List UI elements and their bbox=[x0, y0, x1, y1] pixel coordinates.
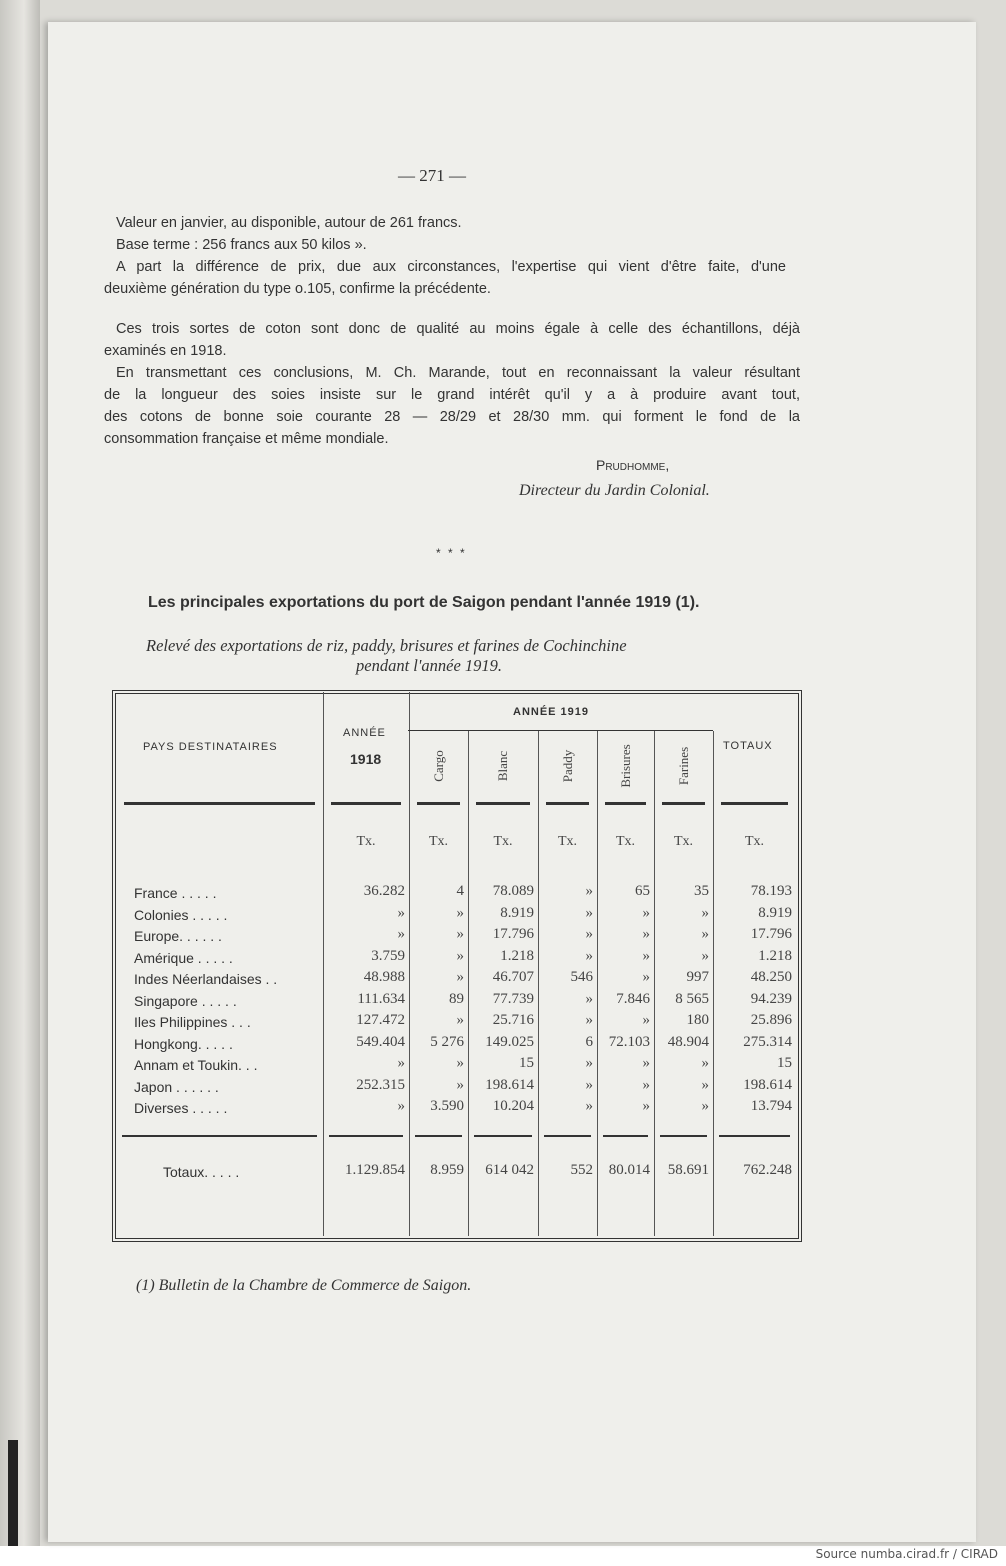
unit-label: Tx. bbox=[744, 834, 765, 849]
cell-value: 35 bbox=[694, 883, 709, 899]
cell-value: 13.794 bbox=[750, 1098, 792, 1114]
cell-value: » bbox=[585, 1055, 593, 1071]
cell-value: 252.315 bbox=[356, 1076, 405, 1093]
header-rule bbox=[417, 802, 460, 805]
sum-rule bbox=[544, 1135, 591, 1137]
cell-value: » bbox=[456, 1012, 464, 1028]
cell-value: » bbox=[585, 1012, 593, 1028]
cell-value: 15 bbox=[519, 1055, 534, 1071]
cell-value: 546 bbox=[570, 969, 593, 985]
paragraph-line: deuxième génération du type o.105, confirme la précédente. bbox=[104, 281, 491, 297]
cell-value: » bbox=[642, 1098, 650, 1114]
cell-value: 1.129.854 bbox=[345, 1162, 405, 1178]
paragraph-line: des cotons de bonne soie courante 28 — 28/29 et 28/30 mm. qui forment le fond de la bbox=[104, 409, 800, 425]
left-page-edge bbox=[0, 0, 40, 1546]
cell-value: 549.404 bbox=[356, 1033, 405, 1050]
cell-value: » bbox=[585, 904, 593, 921]
cell-value: 552 bbox=[570, 1162, 593, 1178]
row-label: Indes Néerlandaises . . bbox=[134, 971, 278, 987]
cell-value: 4 bbox=[456, 883, 464, 899]
cell-value: » bbox=[397, 1055, 405, 1071]
cell-value: 94.239 bbox=[750, 990, 792, 1007]
cell-value: 8.919 bbox=[500, 904, 534, 921]
cell-value: 997 bbox=[686, 969, 709, 985]
cell-value: 3.590 bbox=[430, 1098, 464, 1114]
paragraph-line: Valeur en janvier, au disponible, autour de 261 francs. bbox=[116, 215, 462, 231]
header-country: PAYS DESTINATAIRES bbox=[143, 741, 278, 753]
cell-value: 6 bbox=[585, 1033, 593, 1050]
cell-value: 58.691 bbox=[667, 1162, 709, 1178]
cell-value: » bbox=[642, 904, 650, 921]
cell-value: 25.716 bbox=[492, 1012, 534, 1028]
cell-value: 65 bbox=[635, 883, 650, 899]
cell-value: » bbox=[456, 1055, 464, 1071]
subtitle-line: pendant l'année 1919. bbox=[356, 656, 503, 675]
row-label: Colonies . . . . . bbox=[134, 906, 228, 923]
cell-value: » bbox=[701, 1055, 709, 1071]
cell-value: 198.614 bbox=[743, 1076, 792, 1093]
source-credit: Source numba.cirad.fr / CIRAD bbox=[815, 1547, 998, 1561]
cell-value: 614 042 bbox=[485, 1162, 534, 1178]
cell-value: 3.759 bbox=[371, 947, 405, 964]
cell-value: » bbox=[456, 1076, 464, 1093]
paragraph-line: A part la différence de prix, due aux circonstances, l'expertise qui vient d'être faite, d'une bbox=[116, 259, 786, 275]
footnote: (1) Bulletin de la Chambre de Commerce de Saigon. bbox=[136, 1277, 472, 1294]
page-number: — 271 — bbox=[398, 166, 466, 185]
cell-value: » bbox=[585, 926, 593, 942]
header-cargo: Cargo bbox=[430, 750, 446, 782]
signature-title: Directeur du Jardin Colonial. bbox=[519, 482, 710, 499]
header-totals: TOTAUX bbox=[723, 740, 773, 752]
paragraph-line: En transmettant ces conclusions, M. Ch. Marande, tout en reconnaissant la valeur résultant bbox=[116, 365, 800, 381]
row-label: Japon . . . . . . bbox=[134, 1078, 219, 1095]
cell-value: 89 bbox=[449, 990, 464, 1007]
unit-label: Tx. bbox=[557, 834, 578, 849]
cell-value: 72.103 bbox=[608, 1033, 650, 1050]
cell-value: 5 276 bbox=[430, 1033, 464, 1050]
cell-value: » bbox=[701, 1098, 709, 1114]
table-border bbox=[112, 690, 802, 1242]
signature-name: Prudhomme, bbox=[596, 457, 670, 473]
cell-value: 48.250 bbox=[750, 969, 792, 985]
header-rule bbox=[546, 802, 589, 805]
header-year-1918: 1918 bbox=[350, 751, 382, 767]
row-label: Iles Philippines . . . bbox=[134, 1014, 251, 1030]
header-brisures: Brisures bbox=[617, 744, 633, 788]
cell-value: » bbox=[585, 947, 593, 964]
unit-label: Tx. bbox=[493, 834, 513, 849]
cell-value: » bbox=[642, 1076, 650, 1093]
cell-value: » bbox=[397, 926, 405, 942]
binding-spine bbox=[8, 1440, 18, 1546]
cell-value: 180 bbox=[686, 1012, 709, 1028]
row-label: Annam et Toukin. . . bbox=[134, 1057, 258, 1073]
row-label: France . . . . . bbox=[134, 885, 217, 901]
header-rule bbox=[124, 802, 315, 805]
cell-value: » bbox=[456, 904, 464, 921]
paragraph-line: Base terme : 256 francs aux 50 kilos ». bbox=[116, 237, 367, 253]
cell-value: » bbox=[701, 947, 709, 964]
sum-rule bbox=[603, 1135, 648, 1137]
cell-value: 17.796 bbox=[750, 926, 792, 942]
header-rule bbox=[476, 802, 530, 805]
subtitle-line: Relevé des exportations de riz, paddy, brisures et farines de Cochinchine bbox=[146, 636, 627, 655]
row-label: Singapore . . . . . bbox=[134, 992, 237, 1009]
cell-value: » bbox=[456, 969, 464, 985]
cell-value: » bbox=[642, 926, 650, 942]
cell-value: 10.204 bbox=[492, 1098, 534, 1114]
cell-value: 149.025 bbox=[485, 1033, 534, 1050]
paragraph-line: examinés en 1918. bbox=[104, 343, 227, 359]
cell-value: » bbox=[701, 926, 709, 942]
row-label: Diverses . . . . . bbox=[134, 1100, 228, 1116]
cell-value: 8.919 bbox=[758, 904, 792, 921]
row-label: Europe. . . . . . bbox=[134, 928, 222, 944]
row-label: Hongkong. . . . . bbox=[134, 1035, 233, 1052]
cell-value: 1.218 bbox=[758, 947, 792, 964]
section-title: Les principales exportations du port de Saigon pendant l'année 1919 (1). bbox=[148, 594, 700, 611]
row-label: Amérique . . . . . bbox=[134, 949, 233, 966]
sum-rule bbox=[122, 1135, 317, 1137]
cell-value: 1.218 bbox=[500, 947, 534, 964]
sum-rule bbox=[415, 1135, 462, 1137]
paragraph-line: consommation française et même mondiale. bbox=[104, 431, 389, 447]
cell-value: » bbox=[397, 1098, 405, 1114]
cell-value: » bbox=[585, 990, 593, 1007]
cell-value: 48.988 bbox=[363, 969, 405, 985]
paragraph-line: Ces trois sortes de coton sont donc de qualité au moins égale à celle des échantillons, déjà bbox=[116, 321, 800, 337]
cell-value: 127.472 bbox=[356, 1012, 405, 1028]
cell-value: 78.193 bbox=[750, 883, 792, 899]
cell-value: 17.796 bbox=[492, 926, 534, 942]
cell-value: 46.707 bbox=[492, 969, 534, 985]
cell-value: » bbox=[642, 1012, 650, 1028]
cell-value: 275.314 bbox=[743, 1033, 792, 1050]
cell-value: » bbox=[642, 969, 650, 985]
cell-value: » bbox=[585, 1076, 593, 1093]
cell-value: 15 bbox=[777, 1055, 792, 1071]
cell-value: » bbox=[585, 883, 593, 899]
header-year-1919: ANNÉE 1919 bbox=[513, 706, 590, 718]
cell-value: 77.739 bbox=[492, 990, 534, 1007]
cell-value: 25.896 bbox=[750, 1012, 792, 1028]
cell-value: » bbox=[642, 1055, 650, 1071]
header-rule bbox=[331, 802, 401, 805]
sum-rule bbox=[329, 1135, 403, 1137]
cell-value: 7.846 bbox=[616, 990, 650, 1007]
cell-value: 8 565 bbox=[675, 990, 709, 1007]
header-farines: Farines bbox=[675, 746, 691, 786]
sum-rule bbox=[474, 1135, 532, 1137]
unit-label: Tx. bbox=[356, 834, 376, 849]
header-year-label: ANNÉE bbox=[343, 727, 386, 739]
cell-value: 36.282 bbox=[363, 883, 405, 899]
cell-value: » bbox=[642, 947, 650, 964]
unit-label: Tx. bbox=[673, 834, 694, 849]
cell-value: 80.014 bbox=[608, 1162, 650, 1178]
cell-value: » bbox=[397, 904, 405, 921]
cell-value: » bbox=[585, 1098, 593, 1114]
unit-label: Tx. bbox=[428, 834, 449, 849]
asterism-separator: * * * bbox=[436, 546, 467, 560]
cell-value: 8.959 bbox=[430, 1162, 464, 1178]
sum-rule bbox=[719, 1135, 790, 1137]
header-blanc: Blanc bbox=[495, 750, 510, 782]
header-rule bbox=[605, 802, 646, 805]
cell-value: » bbox=[456, 926, 464, 942]
cell-value: » bbox=[701, 1076, 709, 1093]
cell-value: 78.089 bbox=[492, 883, 534, 899]
cell-value: 111.634 bbox=[357, 990, 405, 1007]
header-rule bbox=[662, 802, 705, 805]
cell-value: 48.904 bbox=[667, 1033, 709, 1050]
header-paddy: Paddy bbox=[559, 749, 575, 783]
row-label: Totaux. . . . . bbox=[163, 1164, 240, 1180]
cell-value: » bbox=[456, 947, 464, 964]
cell-value: 198.614 bbox=[485, 1076, 534, 1093]
header-rule bbox=[721, 802, 788, 805]
cell-value: » bbox=[701, 904, 709, 921]
sum-rule bbox=[660, 1135, 707, 1137]
unit-label: Tx. bbox=[615, 834, 636, 849]
cell-value: 762.248 bbox=[743, 1162, 792, 1178]
paragraph-line: de la longueur des soies insiste sur le grand intérêt qu'il y a à produire avant tout, bbox=[104, 387, 800, 403]
